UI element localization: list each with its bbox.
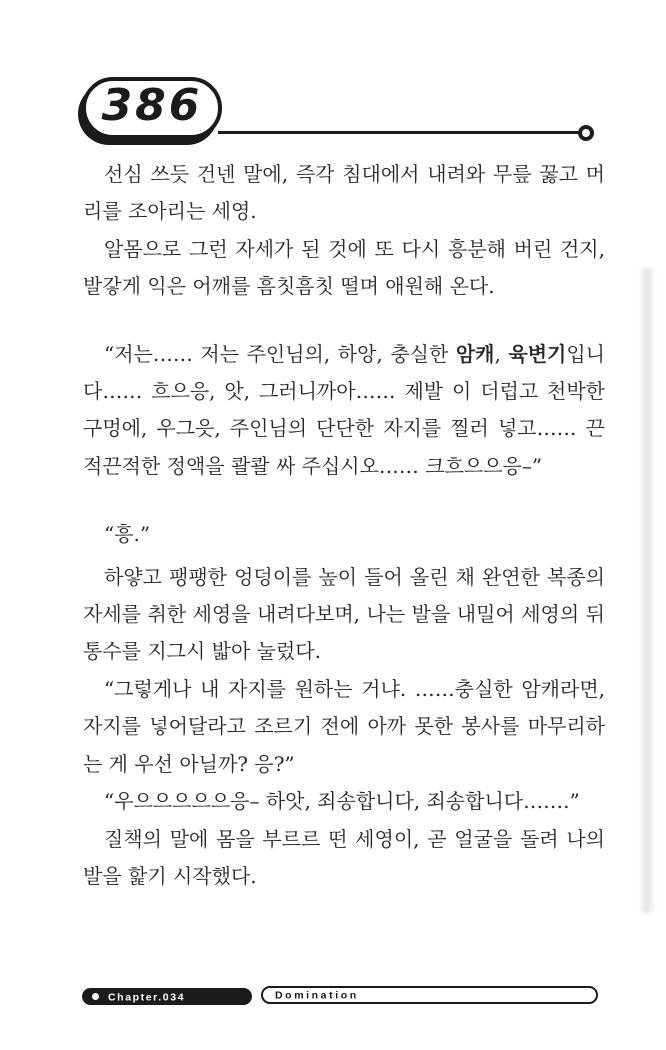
footer-bullet-icon	[92, 993, 99, 1000]
paragraph	[83, 559, 605, 671]
page-number-badge	[82, 77, 222, 139]
text-run: 알몸으로 그런 자세가 된 것에 또 다시 흥분해 버린 건지, 발갛게 익은 어깨를 흠칫흠칫 떨며 애원해 온다.	[83, 236, 605, 299]
text-run: “흥.”	[104, 522, 151, 547]
text-run: ,	[494, 341, 509, 366]
chapter-badge	[82, 988, 252, 1005]
chapter-label: Chapter.034	[108, 991, 186, 1003]
line-end-ring-icon	[578, 125, 594, 141]
series-title-badge	[261, 986, 598, 1004]
text-run: 입니다…… 흐으응, 앗, 그러니까아…… 제발 이 더럽고 천박한 구멍에, 우그읏, 주인님의 단단한 자지를 찔러 넣고…… 끈적끈적한 정액을 콸콸 싸 주십시오…… 크흐으으응–”	[83, 341, 605, 478]
paragraph	[83, 336, 605, 486]
header-rule	[218, 131, 580, 134]
text-run: “그렇게나 내 자지를 원하는 거냐. ……충실한 암캐라면, 자지를 넣어달라고 조르기 전에 아까 못한 봉사를 마무리하는 게 우선 아닐까? 응?”	[83, 676, 605, 776]
text-run: “우으으으으으응– 하앗, 죄송합니다, 죄송합니다…….”	[104, 789, 580, 814]
text-run: 선심 쓰듯 건넨 말에, 즉각 침대에서 내려와 무릎 꿇고 머리를 조아리는 세영.	[83, 162, 605, 224]
scan-shading-artifact	[639, 268, 656, 913]
paragraph	[83, 821, 605, 896]
paragraph	[83, 783, 605, 820]
paragraph	[83, 231, 605, 306]
body-text	[83, 156, 605, 895]
text-run: “저는…… 저는 주인님의, 하앙, 충실한	[104, 341, 456, 366]
emphasized-text: 암캐	[455, 341, 495, 366]
paragraph	[83, 516, 605, 553]
text-run: 질책의 말에 몸을 부르르 떤 세영이, 곧 얼굴을 돌려 나의 발을 핥기 시작했다.	[83, 826, 605, 888]
emphasized-text: 육변기	[508, 341, 567, 366]
paragraph	[83, 671, 605, 783]
page-number: 386	[101, 80, 203, 131]
text-run: 하얗고 팽팽한 엉덩이를 높이 들어 올린 채 완연한 복종의 자세를 취한 세영을 내려다보며, 나는 발을 내밀어 세영의 뒤통수를 지그시 밟아 눌렀다.	[83, 564, 605, 664]
paragraph	[83, 156, 605, 231]
series-title-label: Domination	[275, 989, 359, 1002]
